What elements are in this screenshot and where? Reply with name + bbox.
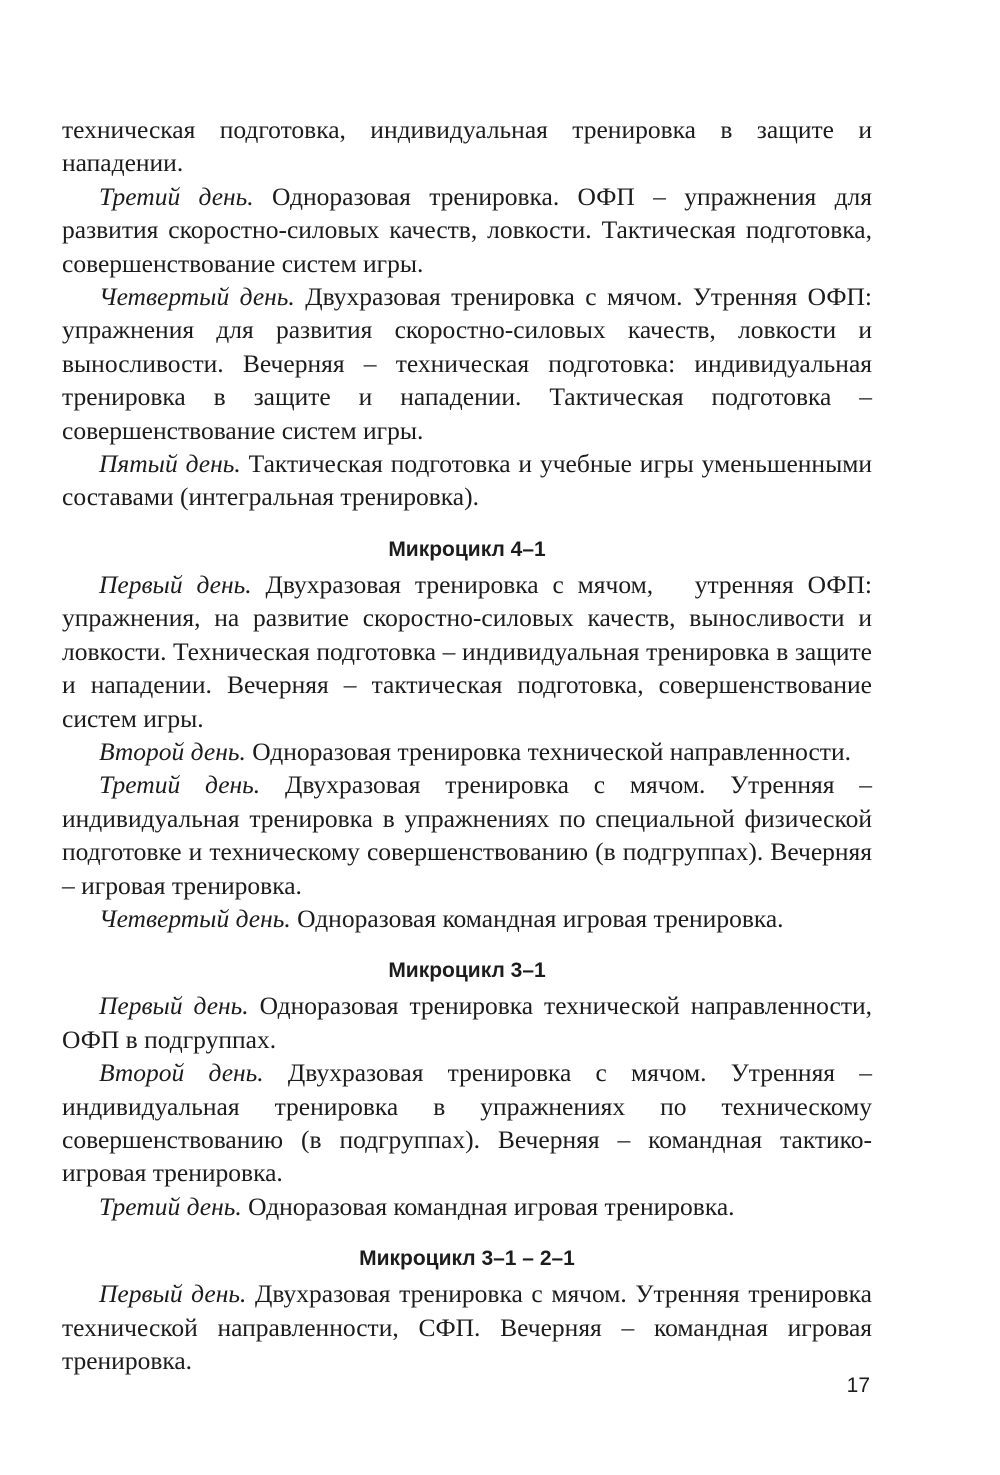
section-heading-3-1-2-1: Микроцикл 3–1 – 2–1 [359,1247,575,1271]
paragraph-continuation [62,113,872,180]
paragraph-text: Тактическая подготовка и учебные игры уменьшенными составами (интегральная тренировка). [62,449,872,512]
paragraph-day4 [62,902,872,935]
day-label: Первый день. [99,991,249,1021]
paragraph-day4 [62,280,872,447]
page-body [62,113,879,1377]
paragraph-text: техническая подготовка, индивидуальная тренировка в защите и нападении. [62,115,872,178]
paragraph-text: Двухразовая тренировка с мячом. Утренняя – индивидуальная тренировка в упражнениях по специальной физической подготовке и техническому совершенствованию (в подгруппах). Вечерняя – игровая тренировка. [62,770,872,900]
paragraph-day2 [62,735,872,768]
paragraph-day3 [62,768,872,902]
paragraph-text: Двухразовая тренировка с мячом, утренняя ОФП: упражнения, на развитие скоростно-силовых качеств, выносливости и ловкости. Техническая подготовка – индивидуальная тренировка в защите и нападении. Вечерняя – тактическая подготовка, совершенствование систем игры. [62,569,879,733]
paragraph-text: Одноразовая тренировка технической направленности. [245,736,851,766]
paragraph-text: Двухразовая тренировка с мячом. Утренняя тренировка технической направленности, СФП. Вечерняя – командная игровая тренировка. [62,1279,872,1375]
paragraph-day2 [62,1056,872,1190]
section-heading-4-1: Микроцикл 4–1 [388,537,546,561]
paragraph-day5 [62,447,872,514]
paragraph-text: Двухразовая тренировка с мячом. Утренняя ОФП: упражнения для развития скоростно-силовых качеств, ловкости и выносливости. Вечерняя – техническая подготовка: индивидуальная тренировка в защите и нападении. Тактическая подготовка – совершенствование систем игры. [62,282,872,445]
paragraph-text: Одноразовая тренировка технической направленности, ОФП в подгруппах. [62,991,872,1054]
day-label: Первый день. [99,569,252,599]
day-label: Четвертый день. [99,903,291,933]
paragraph-text: Одноразовая тренировка. ОФП – упражнения для развития скоростно-силовых качеств, ловкости. Тактическая подготовка, совершенствование систем игры. [62,181,872,278]
paragraph-text: Двухразовая тренировка с мячом. Утренняя – индивидуальная тренировка в упражнениях по техническому совершенствованию (в подгруппах). Вечерняя – командная тактико-игровая тренировка. [62,1058,872,1188]
paragraph-day3 [62,180,872,280]
paragraph-text: Одноразовая командная игровая тренировка. [241,1191,735,1221]
day-label: Второй день. [99,736,246,766]
paragraph-day1 [62,1277,872,1377]
day-label: Пятый день. [99,449,241,479]
day-label: Третий день. [99,1191,242,1221]
page-number: 17 [846,1374,870,1397]
paragraph-day1 [62,989,872,1056]
section-heading-3-1: Микроцикл 3–1 [388,959,546,983]
paragraph-text: Одноразовая командная игровая тренировка. [290,903,784,933]
day-label: Четвертый день. [99,282,295,312]
day-label: Первый день. [99,1279,247,1309]
paragraph-day3 [62,1190,872,1223]
day-label: Третий день. [99,181,254,211]
day-label: Третий день. [99,770,261,800]
day-label: Второй день. [99,1058,264,1088]
paragraph-day1 [62,568,879,735]
